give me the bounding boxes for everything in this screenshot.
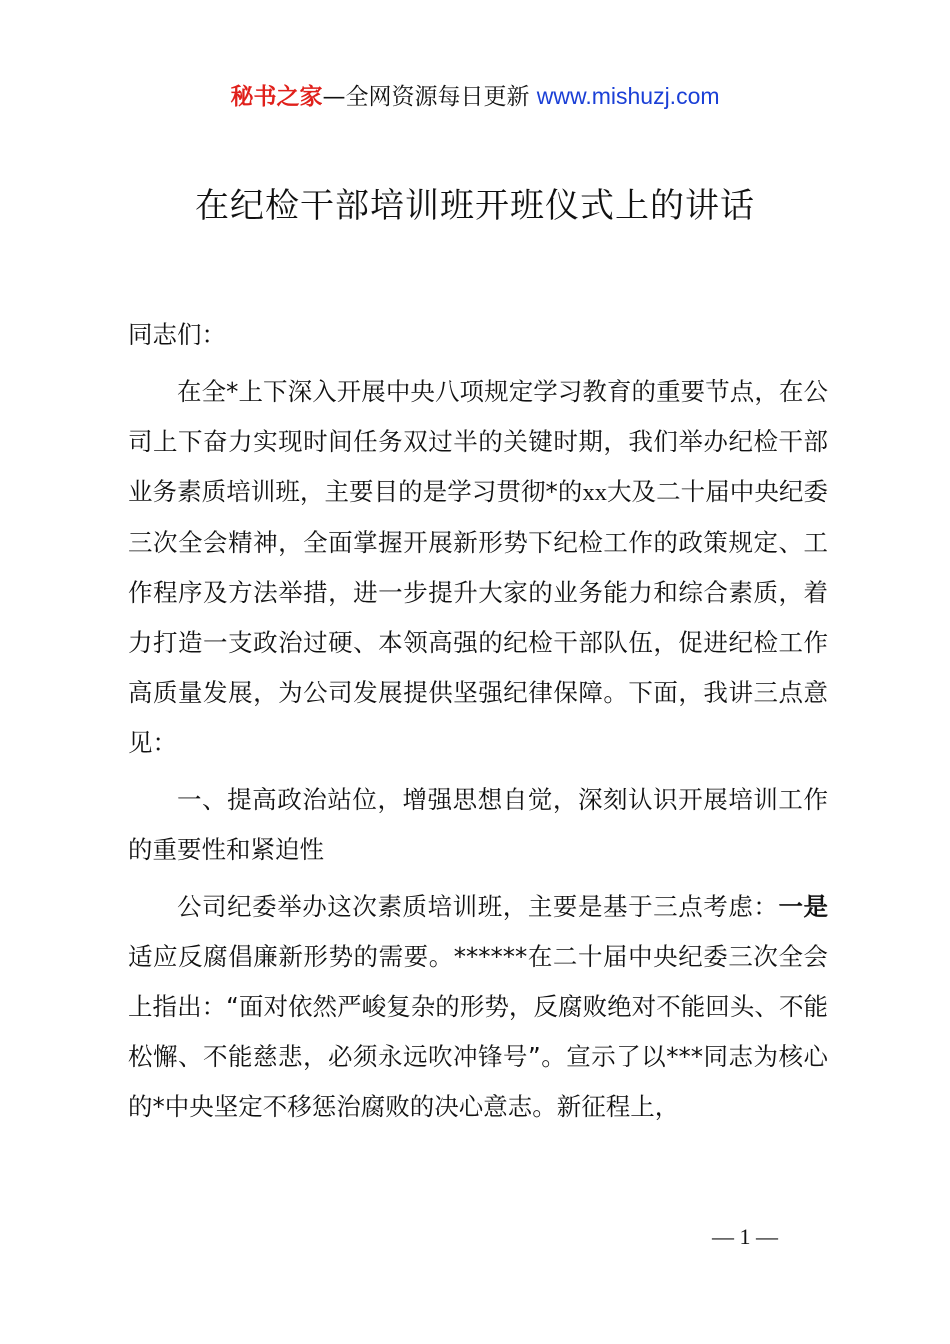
brand-name: 秘书之家 [230, 84, 323, 110]
paragraph-intro-text-1: 在全*上下深入开展中央八项规定学习教育的重要节点，在公司上下奋力实现时间任务双过半的关键时期，我们举办纪检干部业务素质培训班，主要目的是学习贯彻*的 [128, 377, 828, 506]
paragraph-considerations-text-2: 适应反腐倡廉新形势的需要。******在二十届中央纪委三次全会上指出：“面对依然严峻复杂的形势，反腐败绝对不能回头、不能松懈、不能慈悲，必须永远吹冲锋号”。宣示了以***同志为核心的*中央坚定不移惩治腐败的决心意志。新征程上， [128, 942, 828, 1121]
paragraph-intro [128, 367, 828, 768]
salutation: 同志们： [128, 320, 226, 349]
emphasis-first-point: 一是 [778, 892, 828, 921]
placeholder-xx: xx [582, 479, 607, 506]
paragraph-considerations [128, 882, 828, 1132]
paragraph-intro-text-2: 大及二十届中央纪委三次全会精神，全面掌握开展新形势下纪检工作的政策规定、工作程序及方法举措，进一步提升大家的业务能力和综合素质，着力打造一支政治过硬、本领高强的纪检干部队伍，促进纪检工作高质量发展，为公司发展提供坚强纪律保障。下面，我讲三点意见： [128, 477, 828, 757]
section-heading-1: 一、提高政治站位，增强思想自觉，深刻认识开展培训工作的重要性和紧迫性 [128, 785, 828, 864]
site-header [0, 80, 950, 113]
page-number: — 1 — [712, 1224, 778, 1249]
document-body [128, 310, 828, 1132]
document-title: 在纪检干部培训班开班仪式上的讲话 [195, 186, 755, 226]
site-url-link[interactable]: www.mishuzj.com [536, 83, 720, 109]
paragraph-considerations-text-1: 公司纪委举办这次素质培训班，主要是基于三点考虑： [177, 892, 779, 921]
header-tagline: —全网资源每日更新 [322, 84, 530, 110]
